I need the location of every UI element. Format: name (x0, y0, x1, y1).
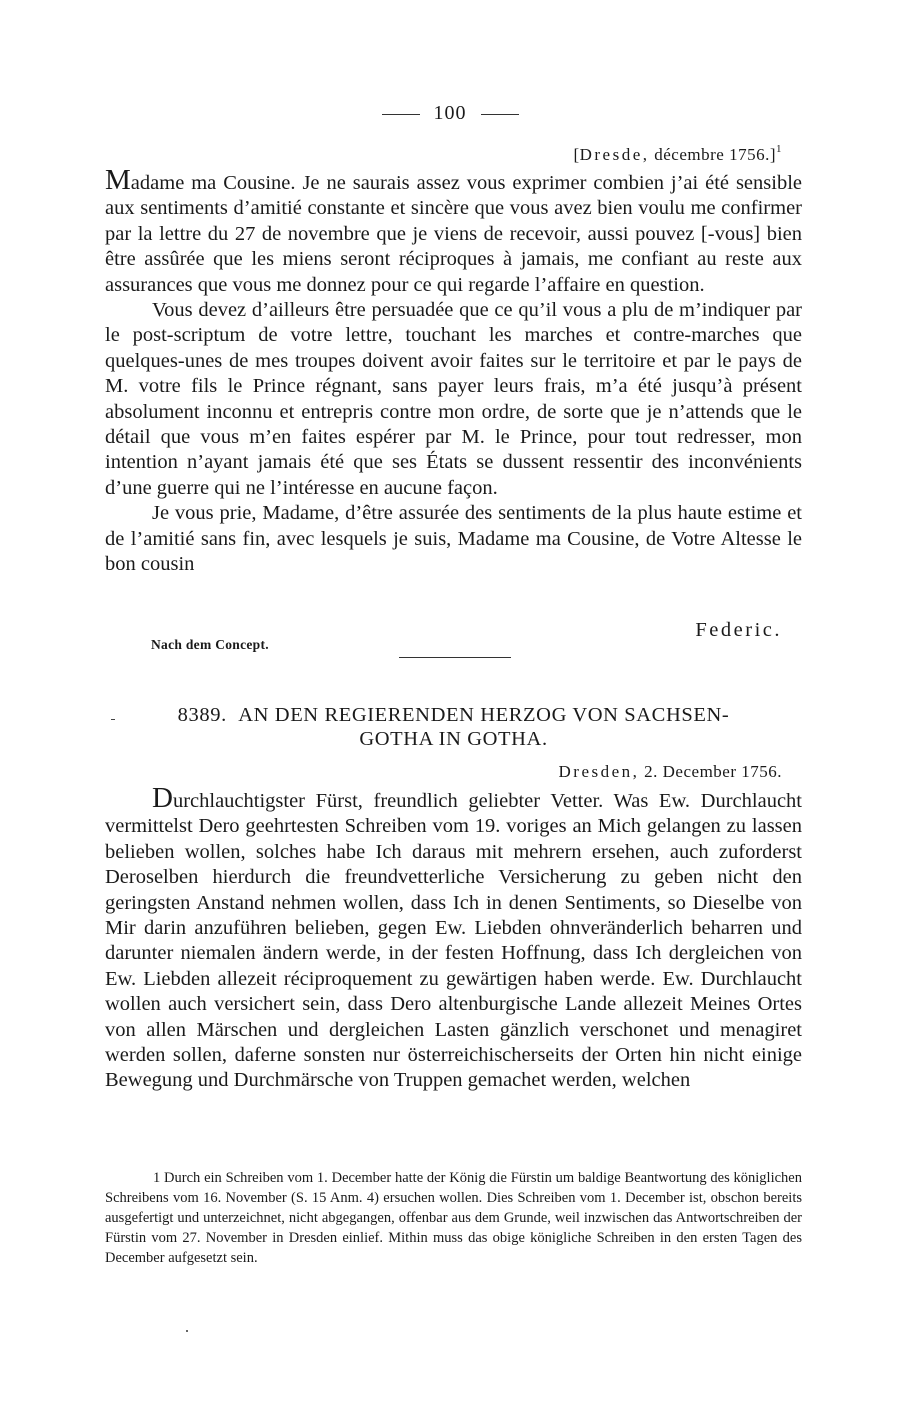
letter2-paragraph-1-text: urchlauchtigster Fürst, freundlich geliebter Vetter. Was Ew. Durchlaucht vermittelst Dero geehrtesten Schreiben vom 19. voriges an Mich gelangen zu lassen belieben wollen, solches habe Ich daraus mit mehrern ersehen, auch zuforderst Deroselben hierdurch die freundvetterliche Versicherung zu geben nicht den geringsten Anstand nehmen wollen, dass Ich in denen Sentiments, so Dieselbe von Mir darin anzuführen belieben, gegen Ew. Liebden ohnveränderlich beharren und darunter niemalen ändern werde, in der festen Hoffnung, dass Ich dergleichen von Ew. Liebden allezeit réciproquement zu gewärtigen haben werde. Ew. Durchlaucht wollen auch versichert sein, dass Dero altenburgische Lande allezeit Meines Ortes von allen Märschen und dergleichen Lasten gänzlich verschonet und menagiret werden sollen, daferne sonsten nur österreichischerseits der Orten hin nicht einige Bewegung und Durchmärsche von Truppen gemachet werden, welchen (105, 790, 802, 1092)
dash-right (481, 114, 519, 115)
page-number: 100 (433, 102, 467, 124)
letter1-dateline: [Dresde, décembre 1756.]$^1$ (573, 143, 782, 164)
letter1-dateline-place: Dresde, (579, 145, 650, 164)
letter-number: 8389. (177, 704, 227, 726)
footnotes (105, 1168, 802, 1268)
initial-letter-2: D (152, 782, 173, 814)
letter2-dateline-rest: 2. December 1756. (639, 762, 782, 781)
letter2-dateline (559, 762, 783, 782)
letter1-dateline-rest: décembre 1756.] (649, 145, 776, 164)
signature: Federic. (695, 619, 782, 641)
letter2-heading (105, 703, 802, 751)
page-number-line (0, 102, 900, 125)
footnote-reference: 1 (776, 143, 782, 155)
letter2-heading-line-1 (105, 703, 802, 727)
initial-letter: M (105, 164, 131, 196)
footnote-text: Durch ein Schreiben vom 1. December hatte der König die Fürstin um baldige Beantwortung des königlichen Schreibens vom 16. November (S. 15 Anm. 4) ersuchen wollen. Dies Schreiben vom 1. December ist, obschon bereits ausgefertigt und unterzeichnet, nicht abgegangen, offenbar aus dem Grunde, weil inzwischen das Antwortschreiben der Fürstin vom 27. November in Dresden einlief. Mithin muss das obige königliche Schreiben in den ersten Tagen des December aufgesetzt sein. (105, 1170, 802, 1266)
footnote-mark: 1 (153, 1170, 161, 1186)
dash-left (382, 114, 420, 115)
letter2-heading-text: AN DEN REGIERENDEN HERZOG VON SACHSEN- (238, 704, 730, 726)
letter1-paragraph-3: Je vous prie, Madame, d’être assurée des sentiments de la plus haute estime et de l’amitié sans fin, avec lesquels je suis, Madame ma Cousine, de Votre Altesse le bon cousin (105, 502, 802, 576)
letter2-paragraph-1 (105, 782, 802, 1094)
letter1-paragraph-1-text: adame ma Cousine. Je ne saurais assez vous exprimer combien j’ai été sensible aux sentiments d’amitié constante et sincère que vous avez bien voulu me confirmer par la lettre du 27 de novembre que je viens de recevoir, aussi pouvez [-vous] bien être assûrée que les miens seront réciproques à jamais, me confiant au reste aux assurances que vous me donnez pour ce qui regarde l’affaire en question. (105, 172, 802, 296)
letter2-dateline-place: Dresden, (558, 762, 640, 781)
source-note: Nach dem Concept. (151, 637, 269, 652)
section-rule (399, 657, 511, 658)
letter1-paragraph-1 (105, 164, 802, 298)
letter1-paragraph-2: Vous devez d’ailleurs être persuadée que ce qu’il vous a plu de m’indiquer par le post-scriptum de votre lettre, touchant les marches et contre-marches que quelques-unes de mes troupes doivent avoir faites sur le territoire et par le pays de M. votre fils le Prince régnant, sans payer leurs frais, m’a été jusqu’à présent absolument inconnu et entrepris contre mon ordre, de sorte que je n’attends que le détail que vous m’en faites espérer par M. le Prince, pour tout redresser, mon intention n’ayant jamais été que ses États se dussent ressentir des inconvénients d’une guerre qui ne l’intéresse en aucune façon. (105, 299, 802, 499)
footnote-1 (105, 1168, 802, 1268)
letter2-body (105, 782, 802, 1094)
letter1-body (105, 164, 802, 578)
scan-speck (186, 1330, 188, 1332)
letter2-heading-line-2: GOTHA IN GOTHA. (359, 728, 548, 750)
